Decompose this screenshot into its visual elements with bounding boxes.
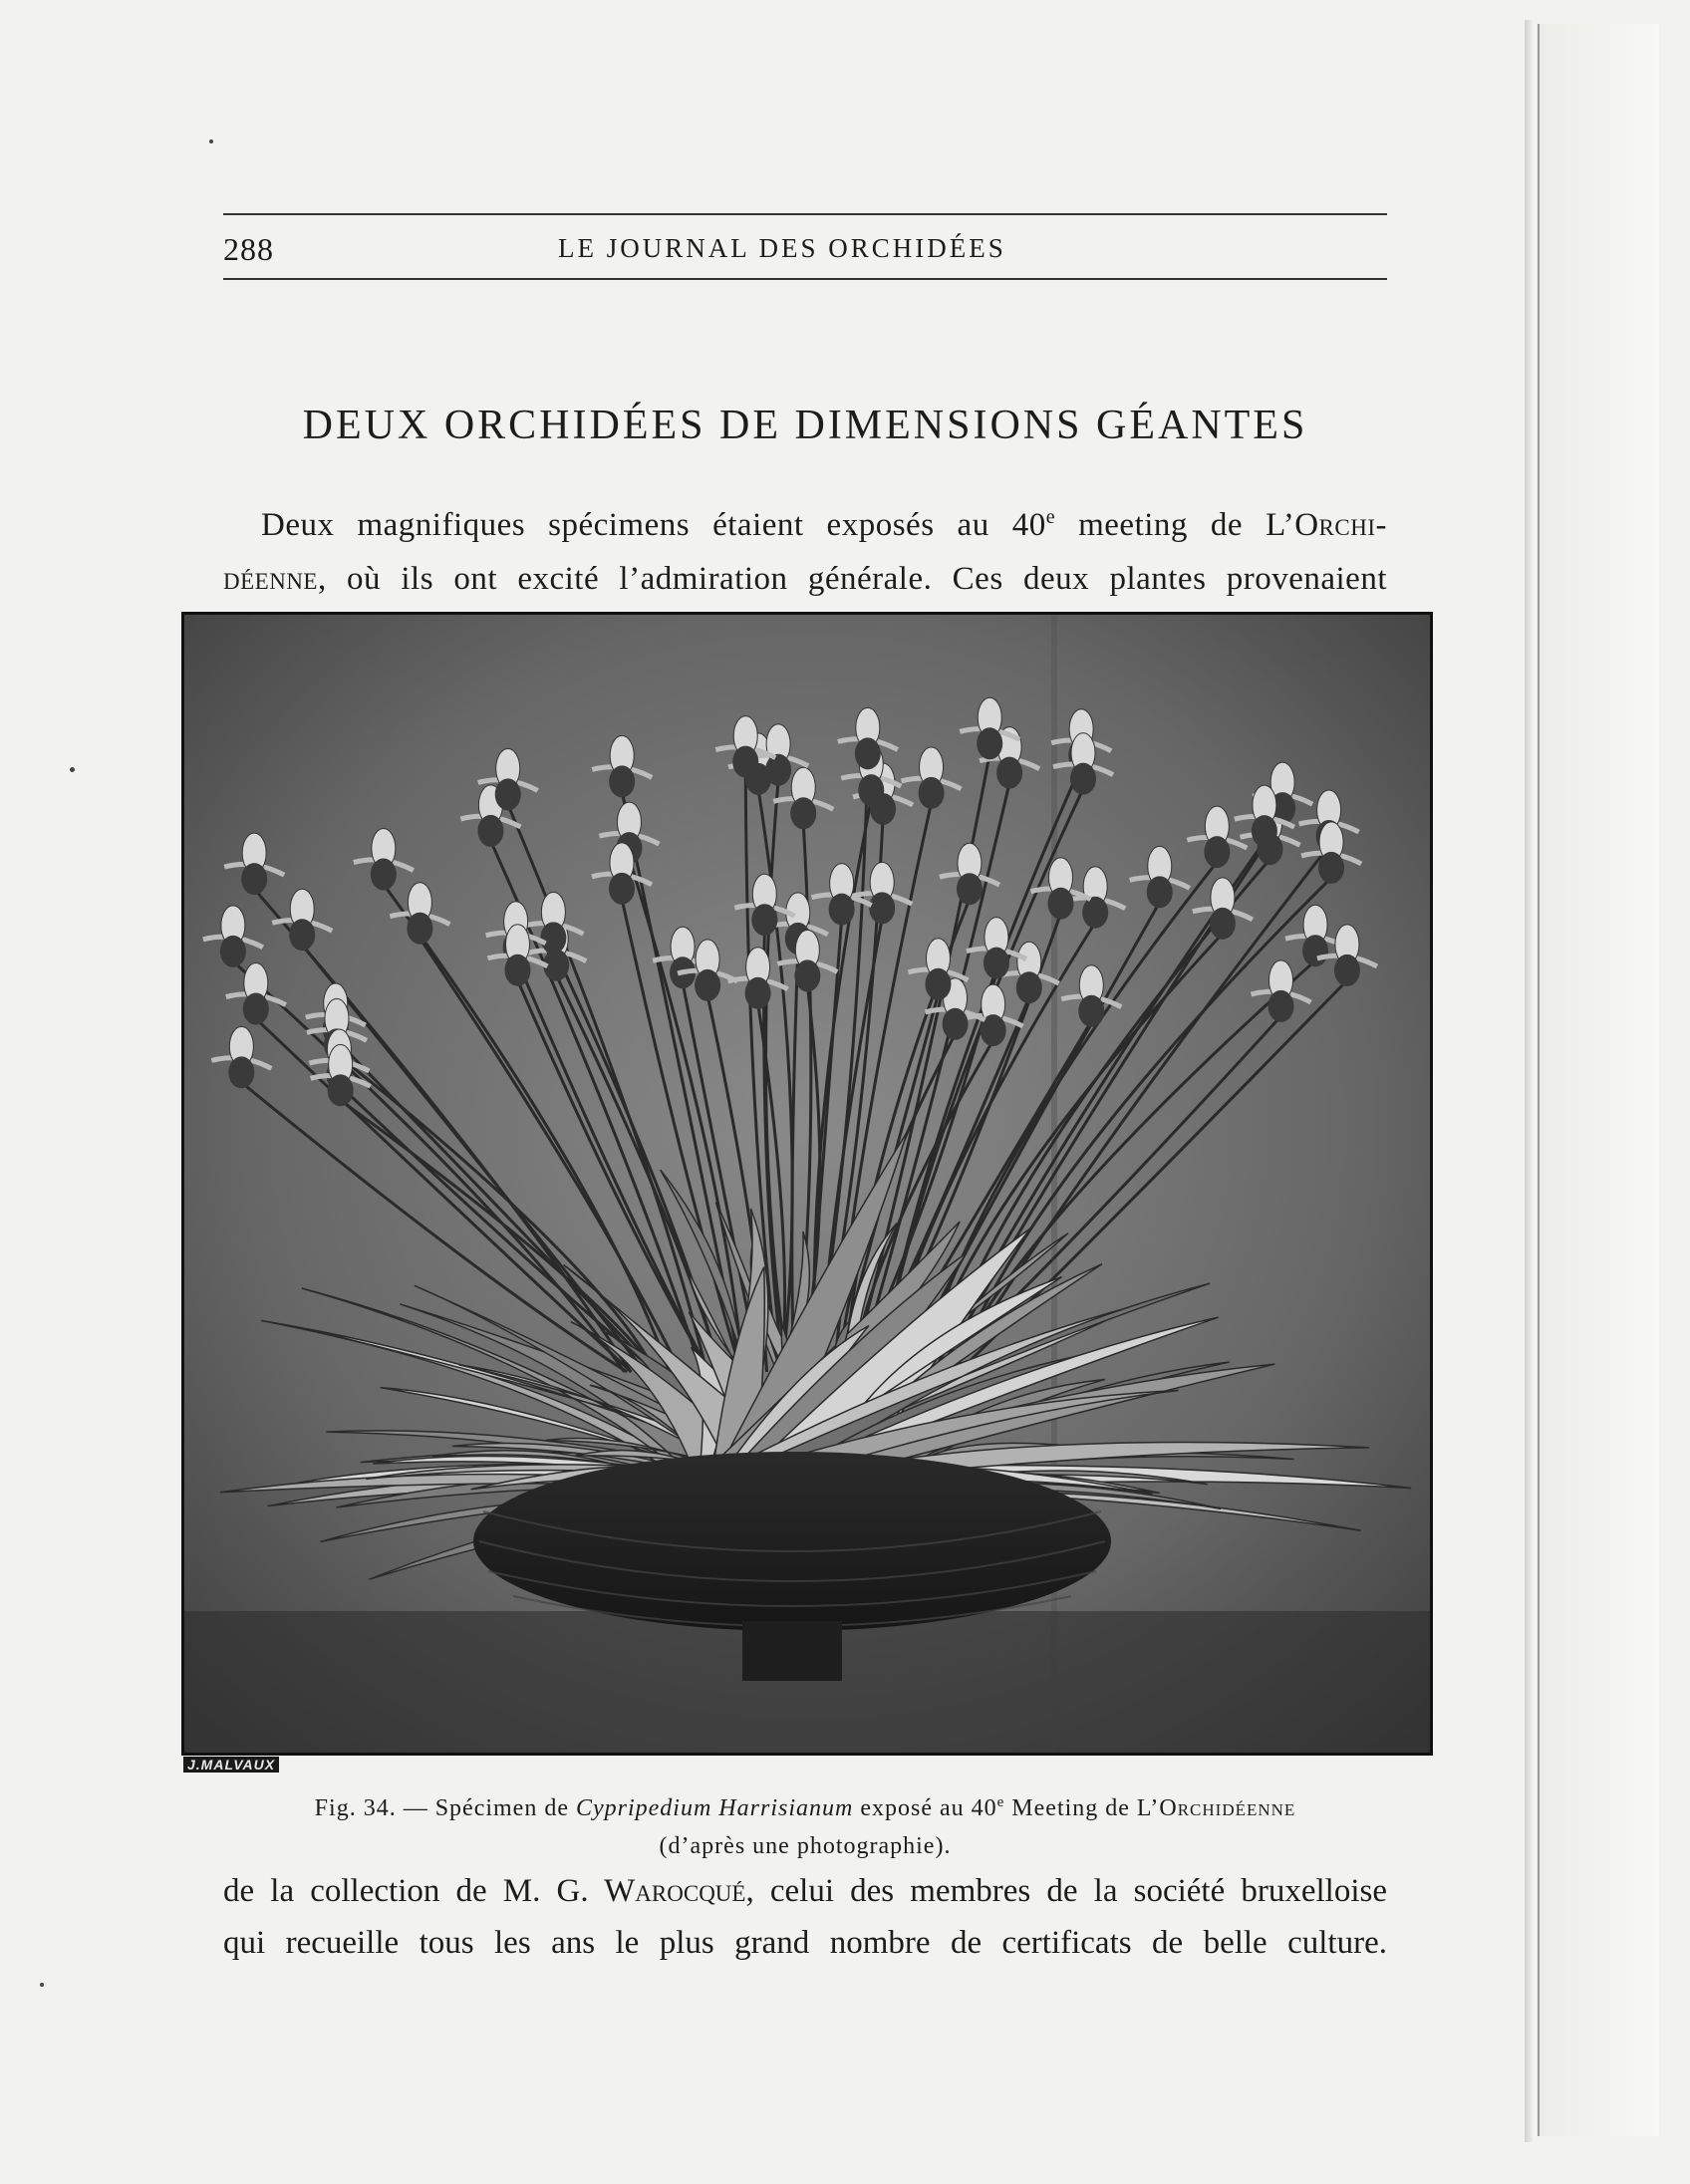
- intro-line-2: [223, 552, 1387, 606]
- running-head: LE JOURNAL DES ORCHIDÉES: [558, 233, 1006, 263]
- intro-text: meeting de L’O: [1055, 507, 1319, 543]
- facing-page-margin: [1540, 24, 1659, 2136]
- society-name: déenne: [223, 561, 318, 597]
- intro-paragraph: [223, 490, 1387, 606]
- society-name: rchi-: [1318, 507, 1387, 543]
- engraver-signature: J.MALVAUX: [183, 1757, 279, 1773]
- article-title: DEUX ORCHIDÉES DE DIMENSIONS GÉANTES: [302, 403, 1308, 448]
- page-number: 288: [223, 231, 274, 267]
- intro-line-1: [223, 490, 1387, 552]
- closing-line-2: qui recueille tous les ans le plus grand nombre de certificats de belle culture.: [223, 1925, 1387, 1961]
- orchid-basket-illustration: [184, 615, 1430, 1753]
- closing-line-1: [223, 1865, 1387, 1917]
- caption-line-2: (d’après une photographie).: [659, 1833, 952, 1859]
- ordinal-superscript: e: [1045, 506, 1056, 528]
- ordinal-superscript: e: [996, 1794, 1005, 1810]
- closing-paragraph: [223, 1865, 1387, 1969]
- caption-line-1: [223, 1783, 1387, 1827]
- speck: [70, 767, 75, 772]
- speck: [209, 139, 213, 143]
- header-rule-top: [223, 213, 1387, 215]
- closing-text: de la collection de M. G. W: [223, 1873, 636, 1909]
- figure-caption: [223, 1783, 1387, 1865]
- society-name: rchidéenne: [1177, 1795, 1296, 1821]
- intro-text: Deux magnifiques spécimens étaient exposés au 40: [261, 507, 1046, 543]
- caption-text: Meeting de L’O: [1004, 1795, 1178, 1821]
- caption-text: exposé au 40: [853, 1795, 997, 1821]
- page-gutter-shadow: [1525, 20, 1535, 2142]
- intro-text: , où ils ont excité l’admiration générale. Ces deux plantes provenaient: [317, 561, 1387, 597]
- species-name: Cypripedium Harrisianum: [575, 1795, 854, 1821]
- caption-text: Fig. 34. — Spécimen de: [314, 1795, 576, 1821]
- orchid-photograph: [181, 612, 1433, 1756]
- header-rule-bottom: [223, 278, 1387, 280]
- closing-text: , celui des membres de la société bruxelloise: [745, 1873, 1387, 1909]
- speck: [40, 1983, 44, 1987]
- collector-name: arocqué: [635, 1873, 746, 1909]
